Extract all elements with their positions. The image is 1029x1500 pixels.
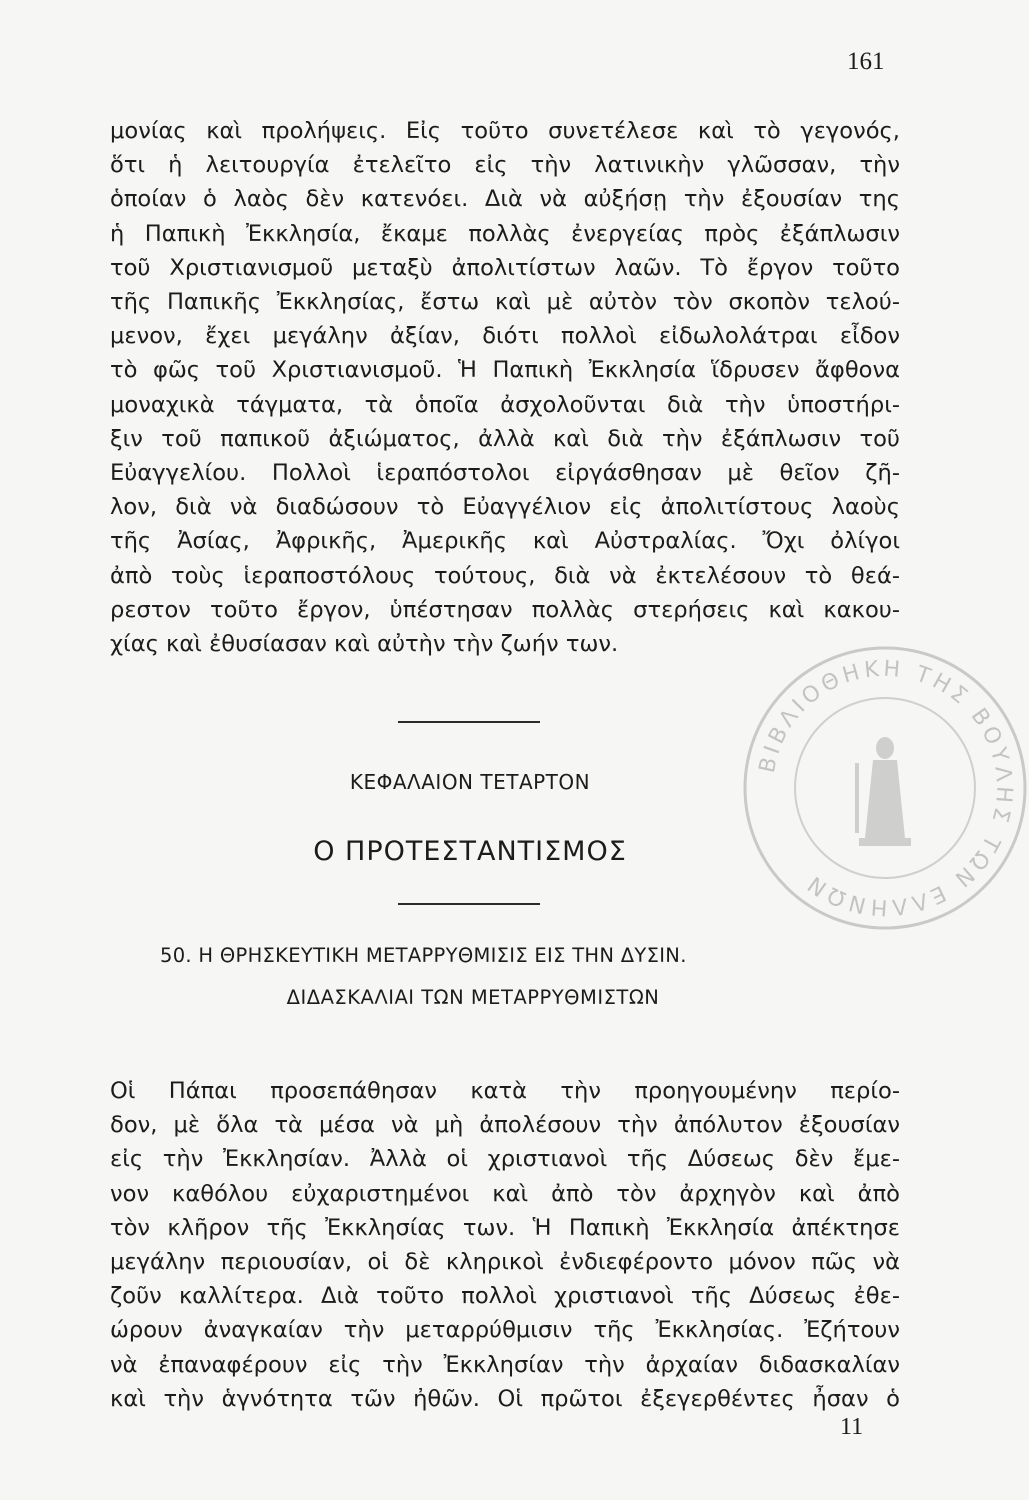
text-line: μεγάλην περιουσίαν, οἱ δὲ κληρικοὶ ἐνδιεφέροντο μόνον πῶς νὰ <box>110 1249 900 1276</box>
text-line: ὅτι ἡ λειτουργία ἐτελεῖτο εἰς τὴν λατινικὴν γλῶσσαν, τὴν <box>110 152 900 179</box>
text-line: εἰς τὴν Ἐκκλησίαν. Ἀλλὰ οἱ χριστιανοὶ τῆς Δύσεως δὲν ἔμε- <box>110 1146 900 1173</box>
divider-top <box>398 721 540 723</box>
text-line: ἡ Παπικὴ Ἐκκλησία, ἔκαμε πολλὰς ἐνεργείας πρὸς ἐξάπλωσιν <box>110 220 900 247</box>
text-line: μονίας καὶ προλήψεις. Εἰς τοῦτο συνετέλεσε καὶ τὸ γεγονός, <box>110 118 900 144</box>
text-line: ζοῦν καλλίτερα. Διὰ τοῦτο πολλοὶ χριστιανοὶ τῆς Δύσεως ἐθε- <box>110 1283 900 1310</box>
text-line: ρεστον τοῦτο ἔργον, ὑπέστησαν πολλὰς στερήσεις καὶ κακου- <box>110 596 900 623</box>
text-line: ξιν τοῦ παπικοῦ ἀξιώματος, ἀλλὰ καὶ διὰ τὴν ἐξάπλωσιν τοῦ <box>110 425 900 452</box>
text-line: λον, διὰ νὰ διαδώσουν τὸ Εὐαγγέλιον εἰς ἀπολιτίστους λαοὺς <box>110 494 900 521</box>
text-line: Οἱ Πάπαι προσεπάθησαν κατὰ τὴν προηγουμένην περίο- <box>110 1078 900 1104</box>
chapter-label: ΚΕΦΑΛΑΙΟΝ ΤΕΤΑΡΤΟΝ <box>349 770 591 794</box>
section-heading: 50. Η ΘΡΗΣΚΕΥΤΙΚΗ ΜΕΤΑΡΡΥΘΜΙΣΙΣ ΕΙΣ ΤΗΝ ΔΥΣΙΝ. <box>160 944 687 967</box>
text-line: δον, μὲ ὅλα τὰ μέσα νὰ μὴ ἀπολέσουν τὴν ἀπόλυτον ἐξουσίαν <box>110 1112 900 1139</box>
text-line: ώρουν ἀναγκαίαν τὴν μεταρρύθμισιν τῆς Ἐκκλησίας. Ἐζήτουν <box>110 1317 900 1344</box>
text-line: μοναχικὰ τάγματα, τὰ ὁποῖα ἀσχολοῦνται διὰ τὴν ὑποστήρι- <box>110 391 900 418</box>
stamp-text: ΒΙΒΛΙΟΘΗΚΗ ΤΗΣ ΒΟΥΛΗΣ ΤΩΝ ΕΛΛΗΝΩΝ <box>754 656 1017 920</box>
text-line: Εὐαγγελίου. Πολλοὶ ἱεραπόστολοι εἰργάσθησαν μὲ θεῖον ζῆ- <box>110 460 900 487</box>
body-paragraph-1 <box>110 114 900 661</box>
text-line: τῆς Παπικῆς Ἐκκλησίας, ἔστω καὶ μὲ αὐτὸν τὸν σκοπὸν τελού- <box>110 289 900 316</box>
text-line: καὶ τὴν ἁγνότητα τῶν ἠθῶν. Οἱ πρῶτοι ἐξεγερθέντες ἦσαν ὁ <box>110 1385 900 1412</box>
signature-mark: 11 <box>840 1414 864 1440</box>
divider-bottom <box>398 903 540 905</box>
page-number: 161 <box>847 48 885 75</box>
text-line: τοῦ Χριστιανισμοῦ μεταξὺ ἀπολιτίστων λαῶν. Τὸ ἔργον τοῦτο <box>110 254 900 281</box>
text-line: μενον, ἔχει μεγάλην ἀξίαν, διότι πολλοὶ εἰδωλολάτραι εἶδον <box>110 323 900 350</box>
text-line: νον καθόλου εὐχαριστημένοι καὶ ἀπὸ τὸν ἀρχηγὸν καὶ ἀπὸ <box>110 1180 900 1207</box>
text-line: χίας καὶ ἐθυσίασαν καὶ αὐτὴν τὴν ζωήν των. <box>110 631 619 658</box>
text-line: τῆς Ἀσίας, Ἀφρικῆς, Ἀμερικῆς καὶ Αὐστραλίας. Ὄχι ὀλίγοι <box>110 528 900 555</box>
text-line: ὁποίαν ὁ λαὸς δὲν κατενόει. Διὰ νὰ αὐξήσῃ τὴν ἐξουσίαν της <box>110 186 900 213</box>
text-line: ἀπὸ τοὺς ἱεραποστόλους τούτους, διὰ νὰ ἐκτελέσουν τὸ θεά- <box>110 562 900 589</box>
text-line: νὰ ἐπαναφέρουν εἰς τὴν Ἐκκλησίαν τὴν ἀρχαίαν διδασκαλίαν <box>110 1351 900 1378</box>
section-subheading: ΔΙΔΑΣΚΑΛΙΑΙ ΤΩΝ ΜΕΤΑΡΡΥΘΜΙΣΤΩΝ <box>286 986 660 1009</box>
text-line: τὸν κλῆρον τῆς Ἐκκλησίας των. Ἡ Παπικὴ Ἐκκλησία ἀπέκτησε <box>110 1214 900 1241</box>
text-line: τὸ φῶς τοῦ Χριστιανισμοῦ. Ἡ Παπικὴ Ἐκκλησία ἵδρυσεν ἄφθονα <box>110 357 900 384</box>
body-paragraph-2 <box>110 1074 900 1416</box>
library-stamp-icon <box>735 638 1029 938</box>
chapter-title: Ο ΠΡΟΤΕΣΤΑΝΤΙΣΜΟΣ <box>313 836 627 867</box>
